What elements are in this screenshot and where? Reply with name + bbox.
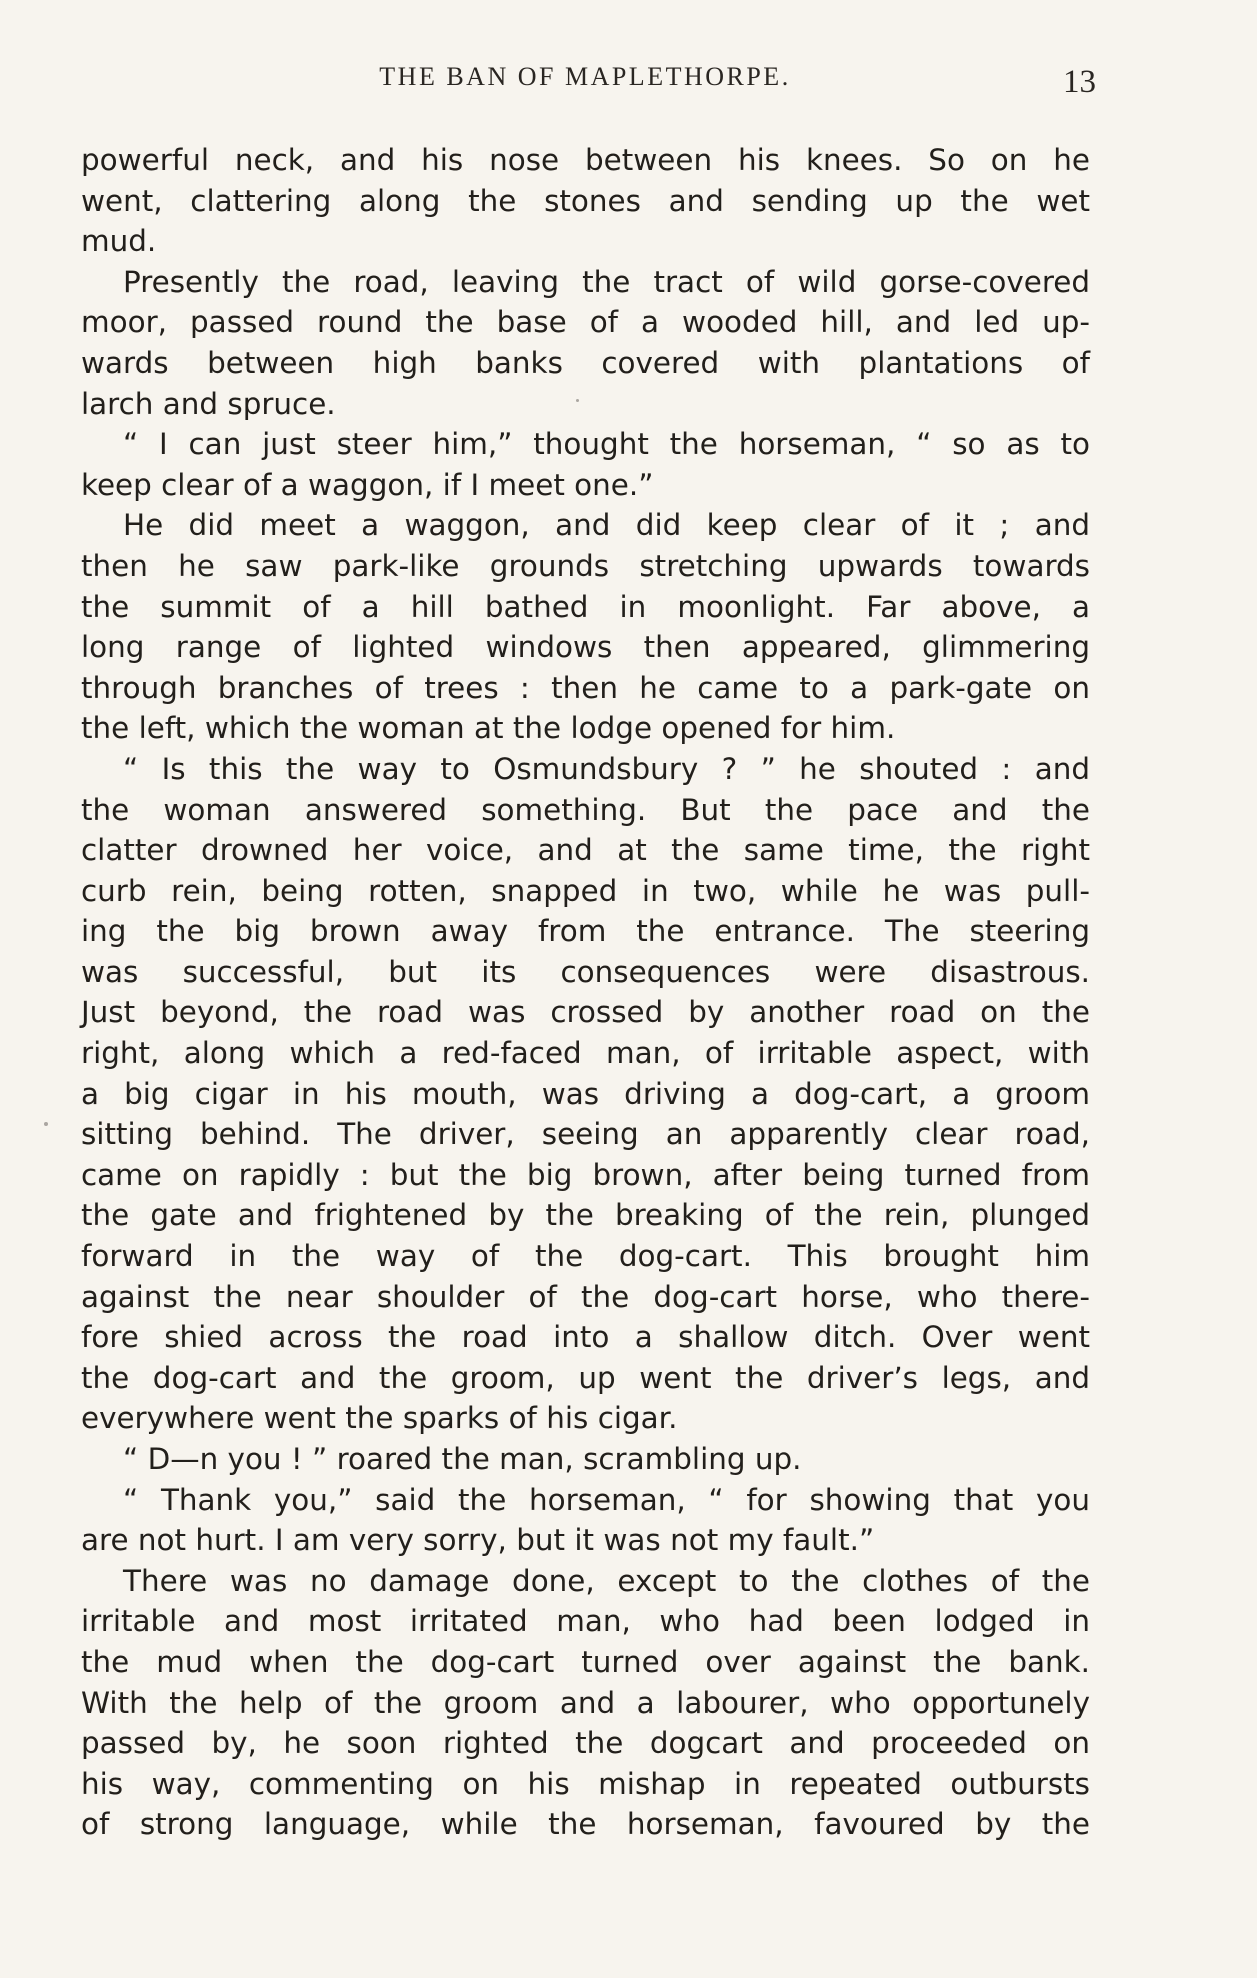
text-line: the summit of a hill bathed in moonlight. Far above, a — [81, 589, 1090, 624]
text-line: passed by, he soon righted the dogcart and proceeded on — [81, 1726, 1090, 1761]
text-line: “ I can just steer him,” thought the horseman, “ so as to — [123, 427, 1090, 462]
text-line: He did meet a waggon, and did keep clear of it ; and — [123, 508, 1090, 543]
running-title: THE BAN OF MAPLETHORPE. — [379, 62, 791, 91]
text-line: clatter drowned her voice, and at the same time, the right — [81, 833, 1090, 868]
text-line: powerful neck, and his nose between his knees. So on he — [81, 143, 1090, 177]
text-line: right, along which a red-faced man, of irritable aspect, with — [81, 1036, 1090, 1071]
text-line: mud. — [81, 224, 157, 259]
text-line: larch and spruce. — [81, 386, 336, 421]
text-line: keep clear of a waggon, if I meet one.” — [81, 467, 654, 502]
text-line: moor, passed round the base of a wooded hill, and led up- — [81, 305, 1090, 340]
text-line: curb rein, being rotten, snapped in two, while he was pull- — [81, 873, 1090, 908]
text-line: long range of lighted windows then appeared, glimmering — [81, 630, 1090, 665]
text-line: are not hurt. I am very sorry, but it was not my fault.” — [81, 1523, 875, 1558]
text-line: With the help of the groom and a labourer, who opportunely — [81, 1685, 1090, 1720]
text-line: against the near shoulder of the dog-cart horse, who there- — [81, 1279, 1090, 1314]
running-head — [80, 62, 1096, 102]
text-line: Just beyond, the road was crossed by another road on the — [81, 995, 1090, 1030]
text-line: his way, commenting on his mishap in repeated outbursts — [81, 1766, 1090, 1801]
text-line: “ Thank you,” said the horseman, “ for showing that you — [123, 1482, 1090, 1517]
text-line: ing the big brown away from the entrance. The steering — [81, 914, 1090, 949]
text-line: the left, which the woman at the lodge opened for him. — [81, 711, 896, 746]
text-line: “ Is this the way to Osmundsbury ? ” he shouted : and — [123, 751, 1090, 786]
text-line: There was no damage done, except to the clothes of the — [123, 1563, 1090, 1598]
text-line: everywhere went the sparks of his cigar. — [81, 1401, 678, 1436]
text-line: wards between high banks covered with plantations of — [81, 345, 1090, 380]
text-line: of strong language, while the horseman, favoured by the — [81, 1807, 1090, 1842]
text-line: fore shied across the road into a shallow ditch. Over went — [81, 1320, 1090, 1355]
text-line: the dog-cart and the groom, up went the driver’s legs, and — [81, 1360, 1090, 1395]
text-line: irritable and most irritated man, who had been lodged in — [81, 1604, 1090, 1639]
text-line: went, clattering along the stones and sending up the wet — [81, 183, 1090, 218]
text-line: the woman answered something. But the pace and the — [81, 792, 1090, 827]
text-line: the mud when the dog-cart turned over against the bank. — [81, 1644, 1090, 1679]
text-line: came on rapidly : but the big brown, after being turned from — [81, 1157, 1090, 1192]
text-line: Presently the road, leaving the tract of wild gorse-covered — [123, 264, 1090, 299]
paper-speck — [44, 1122, 48, 1126]
text-line: forward in the way of the dog-cart. This brought him — [81, 1239, 1090, 1274]
text-line: through branches of trees : then he came to a park-gate on — [81, 670, 1090, 705]
body-text — [81, 140, 1090, 1845]
text-line: sitting behind. The driver, seeing an apparently clear road, — [81, 1117, 1090, 1152]
text-line: “ D—n you ! ” roared the man, scrambling up. — [123, 1442, 802, 1476]
text-line: was successful, but its consequences were disastrous. — [81, 954, 1090, 989]
page-number: 13 — [1063, 64, 1096, 100]
paper-speck — [576, 399, 579, 402]
text-line: then he saw park-like grounds stretching upwards towards — [81, 548, 1090, 583]
text-line: a big cigar in his mouth, was driving a dog-cart, a groom — [81, 1076, 1090, 1111]
text-line: the gate and frightened by the breaking of the rein, plunged — [81, 1198, 1090, 1233]
